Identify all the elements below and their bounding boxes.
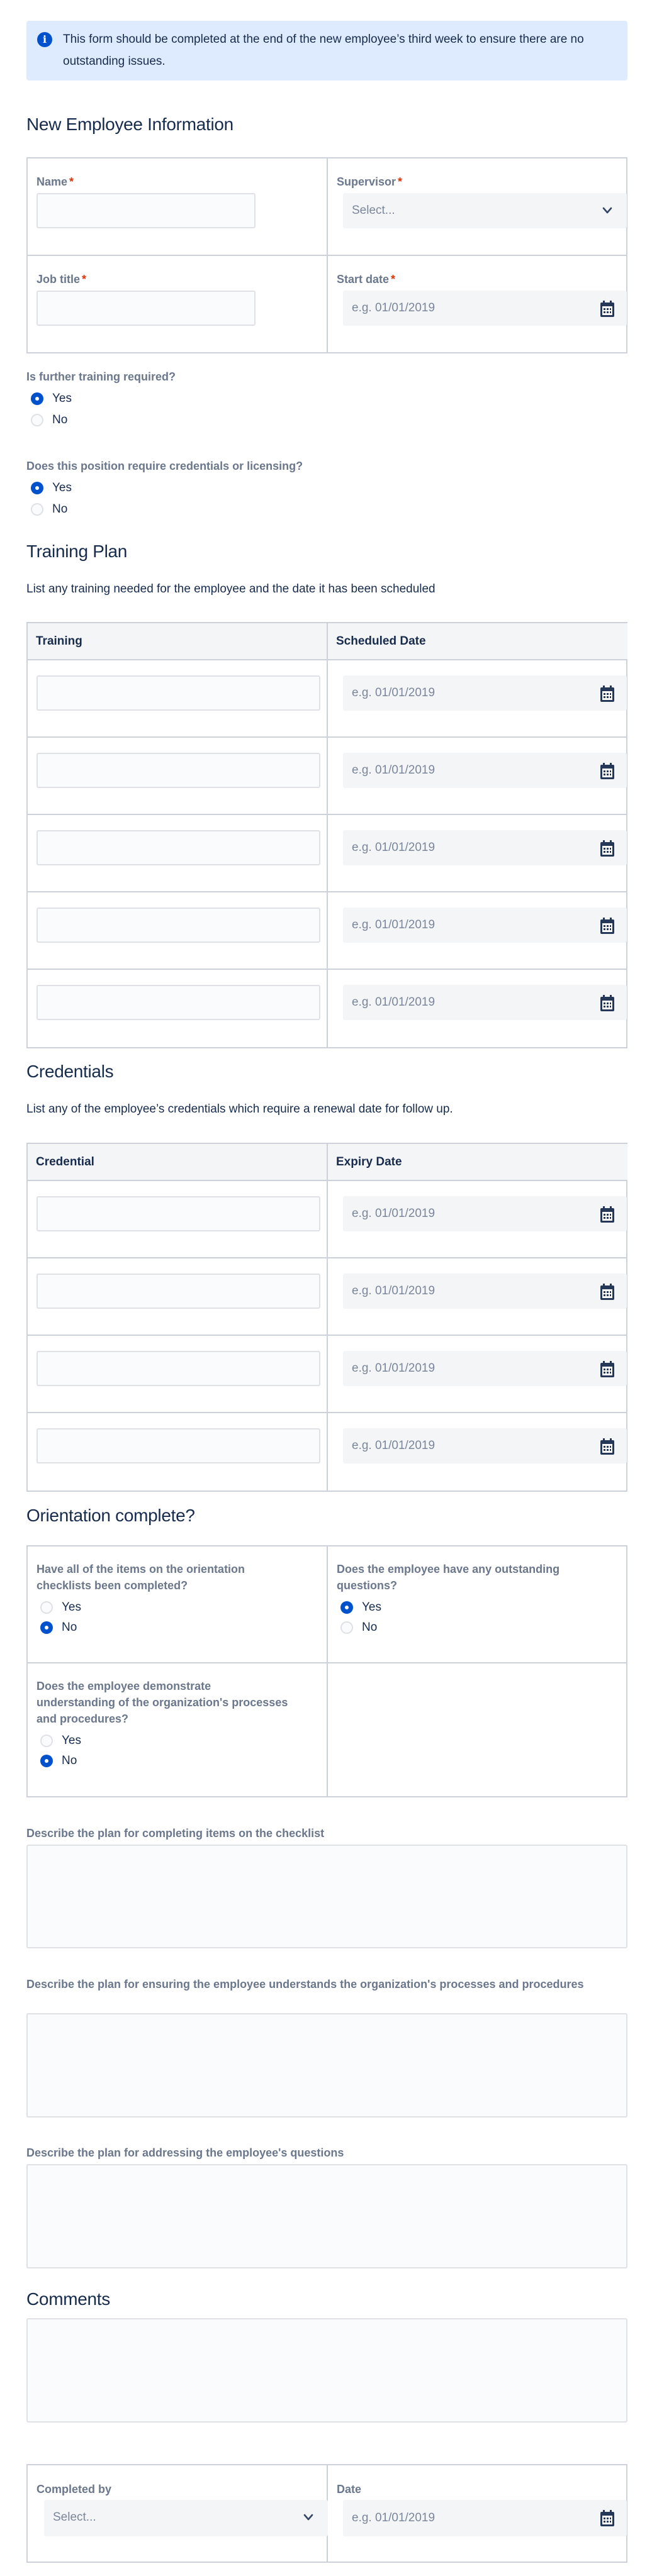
completed-by-cell — [28, 2465, 328, 2562]
understanding-label: Does the employee demonstrate understanding of the organization's processes and procedures? — [37, 1680, 288, 1725]
empty-cell — [328, 1663, 627, 1796]
section-heading-credentials: Credentials — [26, 1062, 114, 1081]
training-date-picker[interactable] — [343, 985, 627, 1020]
start-date-input[interactable] — [343, 291, 627, 326]
credential-date-cell — [328, 1258, 627, 1336]
processes-plan-label: Describe the plan for ensuring the employee understands the organization's processes and procedures — [26, 1978, 584, 1990]
section-heading-comments: Comments — [26, 2289, 110, 2309]
checklist-complete-no[interactable]: No — [40, 1619, 77, 1636]
name-label: Name * — [37, 175, 74, 188]
info-banner — [26, 21, 627, 80]
training-date-picker[interactable] — [343, 675, 627, 711]
section-heading-new-employee: New Employee Information — [26, 114, 233, 134]
supervisor-select[interactable] — [343, 193, 627, 228]
training-date-cell — [328, 738, 627, 815]
radio-unselected-icon[interactable] — [340, 1621, 353, 1634]
column-header-training: Training — [28, 623, 328, 660]
training-date-cell — [328, 660, 627, 738]
training-input[interactable] — [37, 985, 320, 1020]
training-date-picker[interactable] — [343, 753, 627, 788]
required-asterisk: * — [391, 273, 396, 286]
outstanding-questions-label: Does the employee have any outstanding questions? — [337, 1563, 560, 1592]
calendar-icon[interactable] — [599, 994, 615, 1012]
calendar-icon[interactable] — [599, 685, 615, 702]
credential-name-cell — [28, 1258, 328, 1336]
section-heading-orientation: Orientation complete? — [26, 1506, 195, 1525]
credential-date-picker[interactable] — [343, 1351, 627, 1386]
training-date-input[interactable] — [343, 830, 627, 865]
orientation-table — [26, 1545, 627, 1797]
calendar-icon[interactable] — [599, 1360, 615, 1378]
required-asterisk: * — [398, 175, 403, 188]
training-date-input[interactable] — [343, 675, 627, 711]
supervisor-select-value: Select... — [352, 204, 395, 217]
credential-date-cell — [328, 1336, 627, 1413]
checklist-complete-label: Have all of the items on the orientation checklists been completed? — [37, 1563, 245, 1592]
radio-selected-icon[interactable] — [40, 1621, 53, 1634]
job-title-label: Job title * — [37, 273, 87, 286]
radio-selected-icon[interactable] — [40, 1755, 53, 1767]
calendar-icon[interactable] — [599, 840, 615, 857]
checklist-plan-textarea[interactable] — [26, 1845, 627, 1948]
date-label: Date — [337, 2483, 362, 2496]
column-header-expiry-date: Expiry Date — [328, 1144, 627, 1181]
credential-input[interactable] — [37, 1196, 320, 1231]
sign-off-table — [26, 2464, 627, 2563]
credential-date-cell — [328, 1181, 627, 1258]
credentials-required-yes[interactable]: Yes — [31, 480, 72, 496]
radio-unselected-icon[interactable] — [40, 1601, 53, 1614]
credential-input[interactable] — [37, 1428, 320, 1463]
questions-plan-textarea[interactable] — [26, 2164, 627, 2268]
outstanding-questions-no[interactable]: No — [340, 1619, 377, 1636]
credential-input[interactable] — [37, 1274, 320, 1309]
training-table — [26, 622, 627, 1048]
start-date-picker[interactable] — [343, 291, 627, 326]
credential-input[interactable] — [37, 1351, 320, 1386]
training-name-cell — [28, 892, 328, 970]
radio-selected-icon[interactable] — [31, 482, 43, 494]
understanding-no[interactable]: No — [40, 1753, 77, 1769]
outstanding-questions-cell — [328, 1546, 627, 1663]
training-name-cell — [28, 970, 328, 1047]
job-title-input[interactable] — [37, 291, 256, 326]
credential-name-cell — [28, 1181, 328, 1258]
calendar-icon[interactable] — [599, 2509, 615, 2527]
job-title-cell — [28, 256, 328, 352]
credential-date-picker[interactable] — [343, 1428, 627, 1463]
supervisor-label: Supervisor * — [337, 175, 403, 188]
training-name-cell — [28, 660, 328, 738]
understanding-cell — [28, 1663, 328, 1796]
training-date-input[interactable] — [343, 985, 627, 1020]
credential-date-cell — [328, 1413, 627, 1491]
training-name-cell — [28, 738, 328, 815]
start-date-label: Start date * — [337, 273, 396, 286]
training-input[interactable] — [37, 908, 320, 943]
training-required-label: Is further training required? — [26, 370, 176, 383]
training-date-input[interactable] — [343, 908, 627, 943]
outstanding-questions-yes[interactable]: Yes — [340, 1599, 381, 1616]
training-date-picker[interactable] — [343, 908, 627, 943]
info-icon: i — [37, 32, 52, 47]
credential-date-input[interactable] — [343, 1196, 627, 1231]
understanding-yes[interactable]: Yes — [40, 1733, 81, 1749]
credentials-description: List any of the employee’s credentials which require a renewal date for follow up. — [26, 1102, 453, 1116]
radio-unselected-icon[interactable] — [40, 1735, 53, 1747]
credential-date-input[interactable] — [343, 1351, 627, 1386]
date-cell — [328, 2465, 627, 2562]
new-employee-table — [26, 157, 627, 353]
orientation-checklist-cell — [28, 1546, 328, 1663]
credential-date-picker[interactable] — [343, 1274, 627, 1309]
completed-by-select[interactable] — [44, 2500, 328, 2536]
training-input[interactable] — [37, 675, 320, 711]
name-input[interactable] — [37, 193, 256, 228]
calendar-icon[interactable] — [599, 1206, 615, 1223]
column-header-credential: Credential — [28, 1144, 328, 1181]
calendar-icon[interactable] — [599, 300, 615, 318]
radio-unselected-icon[interactable] — [31, 503, 43, 516]
training-required-no[interactable]: No — [31, 412, 67, 428]
sign-off-date-picker[interactable] — [343, 2500, 627, 2536]
training-date-cell — [328, 970, 627, 1047]
credentials-required-no[interactable]: No — [31, 501, 67, 518]
radio-unselected-icon[interactable] — [31, 414, 43, 426]
credential-date-input[interactable] — [343, 1428, 627, 1463]
radio-selected-icon[interactable] — [31, 392, 43, 405]
training-input[interactable] — [37, 830, 320, 865]
training-date-input[interactable] — [343, 753, 627, 788]
supervisor-cell — [328, 158, 627, 256]
required-asterisk: * — [82, 273, 87, 286]
radio-selected-icon[interactable] — [340, 1601, 353, 1614]
sign-off-date-input[interactable] — [343, 2500, 627, 2536]
name-cell — [28, 158, 328, 256]
credential-date-picker[interactable] — [343, 1196, 627, 1231]
training-date-cell — [328, 815, 627, 892]
required-asterisk: * — [69, 175, 74, 188]
training-required-yes[interactable]: Yes — [31, 391, 72, 407]
column-header-scheduled-date: Scheduled Date — [328, 623, 627, 660]
section-heading-training-plan: Training Plan — [26, 541, 128, 561]
training-date-picker[interactable] — [343, 830, 627, 865]
credential-date-input[interactable] — [343, 1274, 627, 1309]
calendar-icon[interactable] — [599, 917, 615, 935]
info-banner-text: This form should be completed at the end of the new employee’s third week to ensure there are no outstanding issues. — [63, 33, 584, 68]
training-plan-description: List any training needed for the employee and the date it has been scheduled — [26, 582, 436, 596]
credentials-required-label: Does this position require credentials or licensing? — [26, 460, 303, 472]
questions-plan-label: Describe the plan for addressing the employee's questions — [26, 2146, 344, 2159]
completed-by-label: Completed by — [37, 2483, 112, 2496]
credentials-table — [26, 1143, 627, 1492]
calendar-icon[interactable] — [599, 1438, 615, 1455]
calendar-icon[interactable] — [599, 1283, 615, 1301]
processes-plan-textarea[interactable] — [26, 2013, 627, 2118]
training-name-cell — [28, 815, 328, 892]
training-input[interactable] — [37, 753, 320, 788]
completed-by-select-value: Select... — [53, 2511, 96, 2524]
chevron-down-icon — [303, 2512, 314, 2523]
checklist-plan-label: Describe the plan for completing items on the checklist — [26, 1827, 325, 1840]
credential-name-cell — [28, 1336, 328, 1413]
calendar-icon[interactable] — [599, 762, 615, 780]
start-date-cell — [328, 256, 627, 352]
training-date-cell — [328, 892, 627, 970]
chevron-down-icon — [602, 206, 613, 216]
credential-name-cell — [28, 1413, 328, 1491]
comments-textarea[interactable] — [26, 2318, 627, 2423]
checklist-complete-yes[interactable]: Yes — [40, 1599, 81, 1616]
